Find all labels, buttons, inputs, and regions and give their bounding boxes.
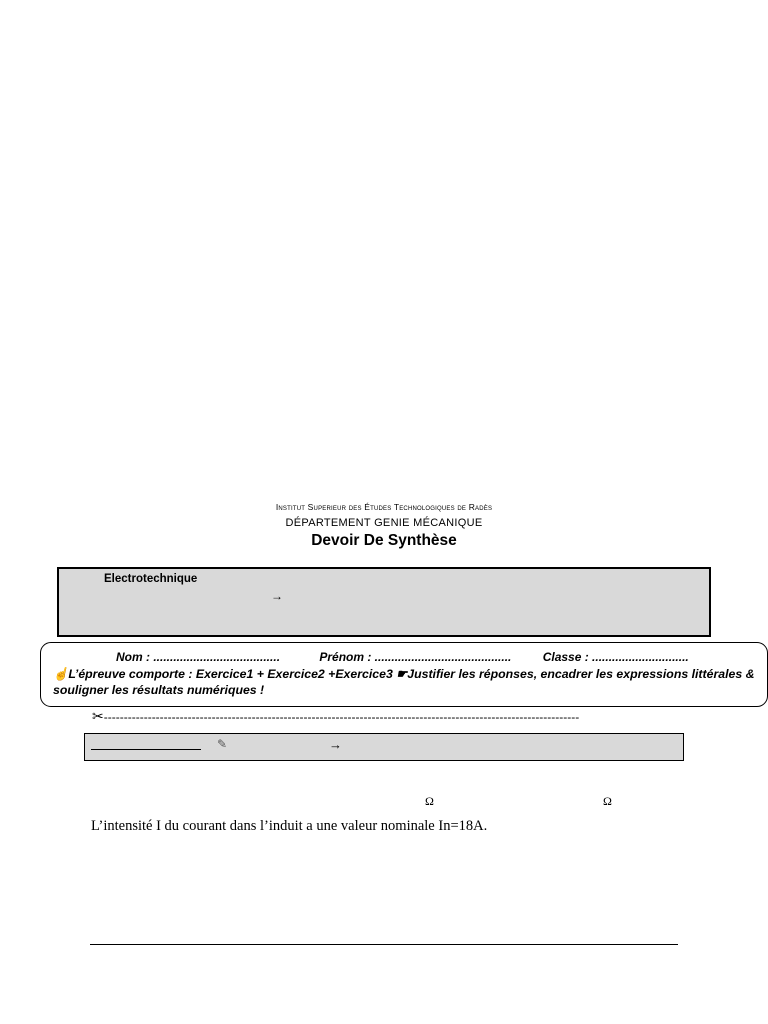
subject-box	[57, 567, 711, 637]
instructions-rest: Justifier les réponses, encadrer les expressions littérales & souligner les résultats numériques !	[53, 667, 755, 697]
underline-blank	[91, 749, 201, 750]
scissors-icon: ✂	[92, 708, 104, 724]
arrow-right-icon: →	[329, 737, 342, 752]
exam-composition: L’épreuve comporte : Exercice1 + Exercice2 +Exercice3	[68, 667, 397, 681]
bottom-divider	[90, 944, 678, 945]
arrow-right-icon: →	[271, 589, 283, 603]
classe-field[interactable]: Classe : .............................	[542, 650, 689, 664]
subject-label: Electrotechnique	[104, 573, 198, 585]
department-name: DÉPARTEMENT GENIE MÉCANIQUE	[285, 517, 483, 529]
student-info-box	[40, 642, 768, 707]
pencil-icon: ✎	[217, 737, 228, 751]
hand-pointer-icon: ☝	[53, 667, 69, 681]
pointing-hand-icon: ☛	[396, 667, 408, 681]
cut-dashes: -----------------------------------------------------------------------------------------------------------------------	[103, 710, 580, 724]
nom-field[interactable]: Nom : ......................................	[116, 650, 281, 664]
omega-symbol: Ω	[425, 794, 434, 808]
institute-name: Institut Superieur des Études Technologiques de Radès	[275, 502, 493, 512]
omega-symbol: Ω	[603, 794, 612, 808]
exercise-statement: L’intensité I du courant dans l’induit a une valeur nominale In=18A.	[91, 818, 488, 834]
cut-line	[92, 708, 676, 725]
exam-instructions	[53, 666, 759, 698]
page-title: Devoir De Synthèse	[311, 532, 457, 549]
exercise-header-box	[84, 733, 684, 761]
student-fields	[116, 650, 689, 664]
prenom-field[interactable]: Prénom : .........................................	[319, 650, 512, 664]
